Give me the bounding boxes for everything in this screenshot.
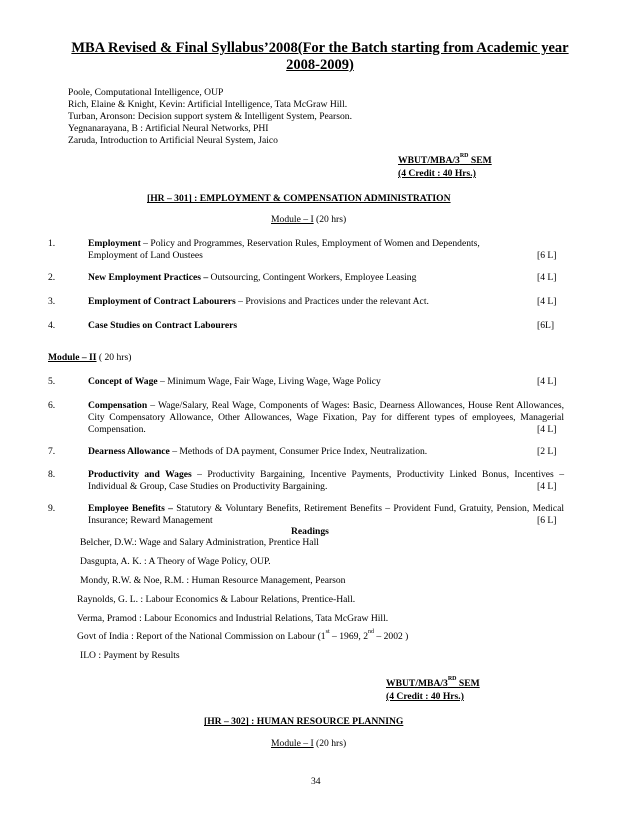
item-text: Statutory & Voluntary Benefits, Retirement Benefits – Provident Fund, Gratuity, Pension, Medical Insurance; Reward Management xyxy=(88,503,564,527)
syllabus-item xyxy=(88,376,560,388)
lecture-count: [4 L] xyxy=(537,296,557,307)
syllabus-item xyxy=(88,272,560,284)
lecture-count: [6 L] xyxy=(537,250,557,261)
syllabus-item xyxy=(88,446,560,458)
top-references xyxy=(68,87,352,147)
lecture-count: [6L] xyxy=(537,320,555,331)
item-number: 8. xyxy=(48,469,56,480)
reading-item: Dasgupta, A. K. : A Theory of Wage Policy, OUP. xyxy=(80,556,271,567)
reference-item: Rich, Elaine & Knight, Kevin: Artificial Intelligence, Tata McGraw Hill. xyxy=(68,99,348,110)
course-title: [HR – 301] : EMPLOYMENT & COMPENSATION ADMINISTRATION xyxy=(147,193,451,204)
credit-label: (4 Credit : 40 Hrs.) xyxy=(386,691,464,702)
module-hours: (20 hrs) xyxy=(316,214,347,225)
reading-item: ILO : Payment by Results xyxy=(80,650,180,661)
item-number: 1. xyxy=(48,238,56,249)
item-number: 6. xyxy=(48,400,56,411)
syllabus-item xyxy=(88,503,564,527)
module-heading xyxy=(48,352,131,363)
lecture-count: [2 L] xyxy=(537,446,557,457)
item-topic: Employment xyxy=(88,238,141,249)
reading-text: – 2002 ) xyxy=(374,631,409,642)
lecture-count: [4 L] xyxy=(537,376,557,387)
semester-label xyxy=(398,155,492,166)
semester-superscript: RD xyxy=(447,676,457,682)
item-text: – Policy and Programmes, Reservation Rules, Employment of Women and Dependents, xyxy=(140,238,480,249)
item-number: 7. xyxy=(48,446,56,457)
syllabus-item xyxy=(88,238,560,262)
lecture-count: [4 L] xyxy=(537,424,557,435)
item-number: 9. xyxy=(48,503,56,514)
item-topic: Concept of Wage xyxy=(88,376,158,387)
reference-item: Poole, Computational Intelligence, OUP xyxy=(68,87,224,98)
lecture-count: [6 L] xyxy=(537,515,557,526)
semester-suffix: SEM xyxy=(456,678,480,689)
semester-suffix: SEM xyxy=(468,155,492,166)
semester-text: WBUT/MBA/3 xyxy=(398,155,460,166)
syllabus-item xyxy=(88,469,564,493)
reading-item xyxy=(77,631,408,642)
module-label: Module – II xyxy=(48,352,97,363)
syllabus-item xyxy=(88,320,560,332)
superscript: st xyxy=(325,629,330,635)
semester-text: WBUT/MBA/3 xyxy=(386,678,448,689)
syllabus-item xyxy=(88,296,560,308)
item-number: 5. xyxy=(48,376,56,387)
title-line-2: 2008-2009) xyxy=(286,57,354,73)
item-topic: Employment of Contract Labourers xyxy=(88,296,236,307)
title-line-1: MBA Revised & Final Syllabus’2008(For the Batch starting from Academic year xyxy=(71,40,569,56)
reading-item: Verma, Pramod : Labour Economics and Industrial Relations, Tata McGraw Hill. xyxy=(77,613,389,624)
item-topic: Compensation xyxy=(88,400,148,411)
item-text-line2: Employment of Land Oustees xyxy=(88,250,203,262)
item-topic: New Employment Practices – xyxy=(88,272,209,283)
item-topic: Employee Benefits – xyxy=(88,503,173,514)
credit-label: (4 Credit : 40 Hrs.) xyxy=(398,168,476,179)
module-heading xyxy=(271,214,346,225)
item-topic: Productivity and Wages xyxy=(88,469,192,480)
item-text: Outsourcing, Contingent Workers, Employee Leasing xyxy=(208,272,417,283)
module-label: Module – I xyxy=(271,738,314,749)
semester-superscript: RD xyxy=(459,153,469,159)
item-number: 3. xyxy=(48,296,56,307)
reading-item: Mondy, R.W. & Noe, R.M. : Human Resource Management, Pearson xyxy=(80,575,346,586)
module-hours: (20 hrs) xyxy=(313,738,347,749)
reading-text: – 1969, 2 xyxy=(329,631,368,642)
item-number: 2. xyxy=(48,272,56,283)
lecture-count: [4 L] xyxy=(537,272,557,283)
page-title xyxy=(40,40,600,74)
reference-item: Yegnanarayana, B : Artificial Neural Networks, PHI xyxy=(68,123,269,134)
readings-heading: Readings xyxy=(291,526,329,537)
item-text: – Minimum Wage, Fair Wage, Living Wage, Wage Policy xyxy=(157,376,381,387)
reading-text: Govt of India : Report of the National Commission on Labour (1 xyxy=(77,631,326,642)
reference-item: Turban, Aronson: Decision support system & Intelligent System, Pearson. xyxy=(68,111,352,122)
item-topic: Case Studies on Contract Labourers xyxy=(88,320,238,331)
item-topic: Dearness Allowance xyxy=(88,446,170,457)
item-text: – Provisions and Practices under the relevant Act. xyxy=(235,296,429,307)
module-heading xyxy=(271,738,346,749)
reference-item: Zaruda, Introduction to Artificial Neural System, Jaico xyxy=(68,135,278,146)
lecture-count: [4 L] xyxy=(537,481,557,492)
semester-label xyxy=(386,678,480,689)
module-hours: ( 20 hrs) xyxy=(96,352,132,363)
reading-item: Raynolds, G. L. : Labour Economics & Labour Relations, Prentice-Hall. xyxy=(77,594,356,605)
module-label: Module – I xyxy=(271,214,314,225)
item-text: – Productivity Bargaining, Incentive Payments, Productivity Linked Bonus, Incentives – Individual & Group, Case Studies on Productivity Bargaining. xyxy=(88,469,564,493)
course-title: [HR – 302] : HUMAN RESOURCE PLANNING xyxy=(204,716,404,727)
syllabus-item xyxy=(88,400,564,437)
item-number: 4. xyxy=(48,320,56,331)
reading-item: Belcher, D.W.: Wage and Salary Administration, Prentice Hall xyxy=(80,537,319,548)
item-text: – Methods of DA payment, Consumer Price Index, Neutralization. xyxy=(169,446,428,457)
page-number: 34 xyxy=(311,776,321,787)
item-text: – Wage/Salary, Real Wage, Components of Wages: Basic, Dearness Allowances, House Rent Allowances, City Compensatory Allowance, Other Allowances, Wage Fixation, Pay for different types of employees, Managerial Compensation. xyxy=(88,400,564,436)
superscript: nd xyxy=(368,629,374,635)
